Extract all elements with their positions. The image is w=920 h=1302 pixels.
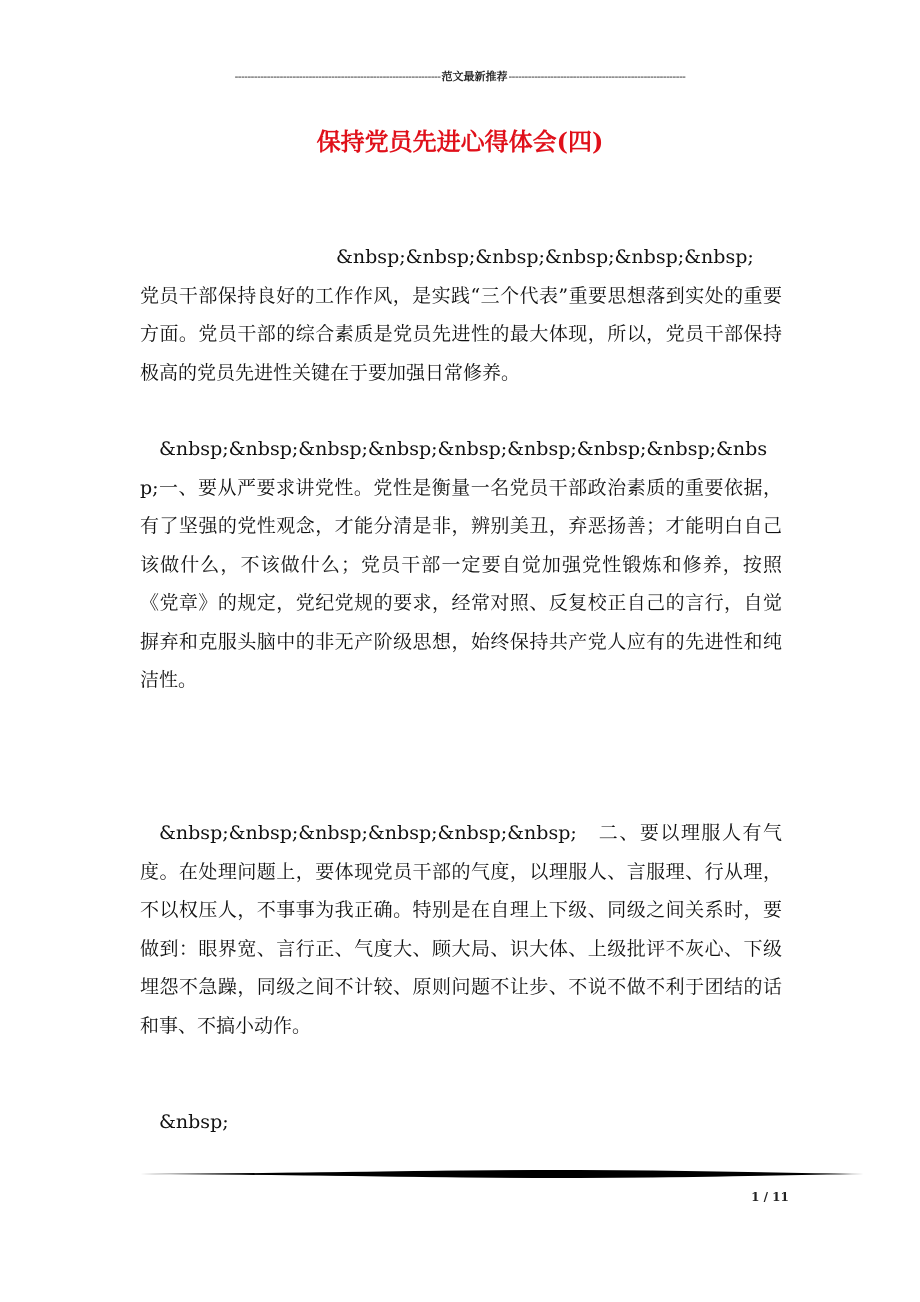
paragraph-section-two: &nbsp;&nbsp;&nbsp;&nbsp;&nbsp;&nbsp; 二、要以理服人有气度。在处理问题上，要体现党员干部的气度，以理服人、言服理、行从理，不以权压人，不事事为我正确。特别是在自理上下级、同级之间关系时，要做到：眼界宽、言行正、气度大、顾大局、识大体、上级批评不灰心、下级埋怨不急躁，同级之间不计较、原则问题不让步、不说不做不利于团结的话和事、不搞小动作。	[140, 822, 782, 1037]
paragraph-section-one: &nbsp;&nbsp;&nbsp;&nbsp;&nbsp;&nbsp;&nbsp;&nbsp;&nbsp;一、要从严要求讲党性。党性是衡量一名党员干部政治素质的重要依据，有了坚强的党性观念，才能分清是非，辨别美丑，弃恶扬善；才能明白自己该做什么，不该做什么；党员干部一定要自觉加强党性锻炼和修养，按照《党章》的规定，党纪党规的要求，经常对照、反复校正自己的言行，自觉摒弃和克服头脑中的非无产阶级思想，始终保持共产党人应有的先进性和纯洁性。	[140, 438, 782, 691]
header-dashes-right: -------------------------------------------------------	[508, 70, 686, 83]
header-dashes-left: ----------------------------------------------------------------	[234, 70, 441, 83]
footer-divider	[140, 1167, 864, 1181]
document-title: 保持党员先进心得体会(四)	[316, 127, 604, 156]
page-header	[140, 66, 780, 88]
paragraph-trailing: &nbsp;	[159, 1111, 229, 1133]
header-label: 范文最新推荐	[441, 70, 508, 83]
page-number: 1 / 11	[751, 1190, 789, 1204]
paragraph-intro: &nbsp;&nbsp;&nbsp;&nbsp;&nbsp;&nbsp; 党员干部保持良好的工作作风，是实践“三个代表”重要思想落到实处的重要方面。党员干部的综合素质是党员先进性的最大体现，所以，党员干部保持极高的党员先进性关键在于要加强日常修养。	[140, 246, 782, 384]
